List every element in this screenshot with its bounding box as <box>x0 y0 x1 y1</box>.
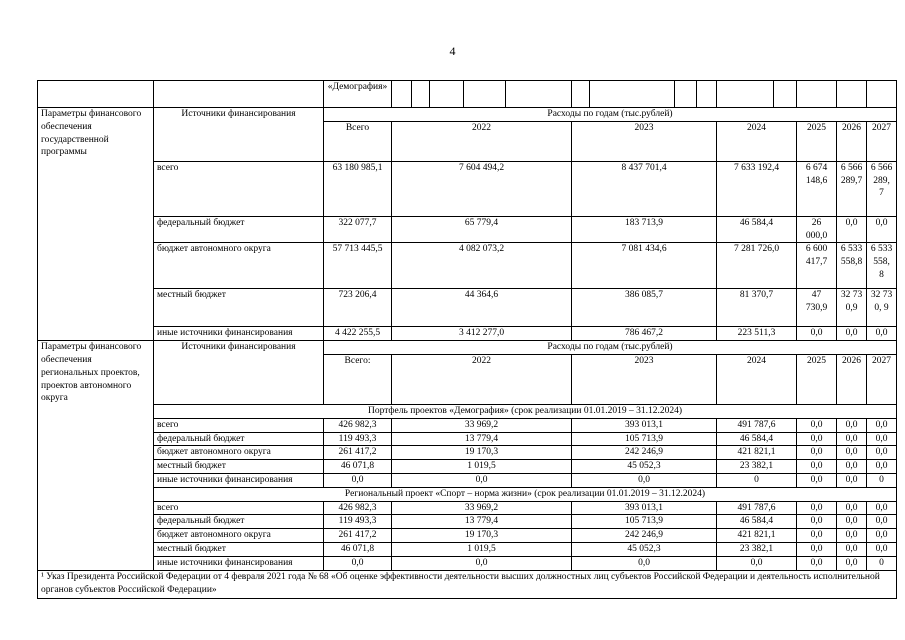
value-cell: 0,0 <box>797 446 837 460</box>
column-header: 2022 <box>392 121 572 161</box>
table-row <box>38 460 897 474</box>
value-cell: 0,0 <box>797 542 837 556</box>
source-label: федеральный бюджет <box>154 216 324 243</box>
source-label: всего <box>154 161 324 216</box>
table-row <box>38 556 897 570</box>
column-header: 2025 <box>797 354 837 404</box>
value-cell: 0,0 <box>797 460 837 474</box>
table-row <box>38 418 897 432</box>
value-cell: 6 533 558, 8 <box>867 243 897 289</box>
value-cell: 46 584,4 <box>717 515 797 529</box>
table-row <box>38 446 897 460</box>
source-label: местный бюджет <box>154 542 324 556</box>
value-cell: 105 713,9 <box>572 515 717 529</box>
value-cell: 0,0 <box>867 216 897 243</box>
value-cell: 57 713 445,5 <box>324 243 392 289</box>
column-header: 2026 <box>837 354 867 404</box>
value-cell: 3 412 277,0 <box>392 327 572 341</box>
table-row <box>38 243 897 289</box>
value-cell: 393 013,1 <box>572 501 717 515</box>
value-cell: 0,0 <box>867 432 897 446</box>
empty-cell <box>392 81 412 108</box>
value-cell: 491 787,6 <box>717 501 797 515</box>
value-cell: 0,0 <box>837 501 867 515</box>
value-cell: 491 787,6 <box>717 418 797 432</box>
value-cell: 33 969,2 <box>392 501 572 515</box>
value-cell: 0,0 <box>797 529 837 543</box>
source-label: местный бюджет <box>154 460 324 474</box>
sources-header: Источники финансирования <box>154 108 324 162</box>
value-cell: 0,0 <box>797 515 837 529</box>
expenses-header: Расходы по годам (тыс.рублей) <box>324 341 897 355</box>
column-header: 2027 <box>867 354 897 404</box>
params-label: Параметры финансового обеспечения государственной программы <box>38 108 154 341</box>
empty-cell <box>675 81 697 108</box>
column-header: 2027 <box>867 121 897 161</box>
value-cell: 7 081 434,6 <box>572 243 717 289</box>
value-cell: 7 604 494,2 <box>392 161 572 216</box>
expenses-header: Расходы по годам (тыс.рублей) <box>324 108 897 122</box>
value-cell: 23 382,1 <box>717 542 797 556</box>
source-label: бюджет автономного округа <box>154 243 324 289</box>
value-cell: 8 437 701,4 <box>572 161 717 216</box>
empty-cell <box>430 81 464 108</box>
table-row <box>38 327 897 341</box>
empty-cell <box>717 81 774 108</box>
column-header: 2024 <box>717 121 797 161</box>
value-cell: 4 422 255,5 <box>324 327 392 341</box>
value-cell: 7 281 726,0 <box>717 243 797 289</box>
value-cell: 0,0 <box>837 556 867 570</box>
table-row <box>38 529 897 543</box>
source-label: иные источники финансирования <box>154 556 324 570</box>
value-cell: 0,0 <box>392 473 572 487</box>
value-cell: 0,0 <box>867 529 897 543</box>
value-cell: 119 493,3 <box>324 432 392 446</box>
table-row <box>38 501 897 515</box>
empty-cell <box>464 81 506 108</box>
value-cell: 0,0 <box>797 473 837 487</box>
column-header: 2025 <box>797 121 837 161</box>
value-cell: 786 467,2 <box>572 327 717 341</box>
value-cell: 0,0 <box>324 473 392 487</box>
value-cell: 19 170,3 <box>392 446 572 460</box>
empty-cell <box>774 81 797 108</box>
value-cell: 0,0 <box>837 529 867 543</box>
project-group-title: Портфель проектов «Демография» (срок реализации 01.01.2019 – 31.12.2024) <box>154 404 897 418</box>
table-row <box>38 161 897 216</box>
value-cell: 105 713,9 <box>572 432 717 446</box>
value-cell: 426 982,3 <box>324 418 392 432</box>
value-cell: 0,0 <box>867 460 897 474</box>
value-cell: 0,0 <box>837 446 867 460</box>
source-label: местный бюджет <box>154 289 324 327</box>
value-cell: 46 584,4 <box>717 432 797 446</box>
value-cell: 426 982,3 <box>324 501 392 515</box>
value-cell: 322 077,7 <box>324 216 392 243</box>
sources-header: Источники финансирования <box>154 341 324 405</box>
value-cell: 0,0 <box>837 432 867 446</box>
value-cell: 4 082 073,2 <box>392 243 572 289</box>
value-cell: 81 370,7 <box>717 289 797 327</box>
value-cell: 45 052,3 <box>572 542 717 556</box>
value-cell: 0,0 <box>837 327 867 341</box>
value-cell: 0,0 <box>572 556 717 570</box>
value-cell: 44 364,6 <box>392 289 572 327</box>
value-cell: 6 674 148,6 <box>797 161 837 216</box>
value-cell: 13 779,4 <box>392 515 572 529</box>
source-label: федеральный бюджет <box>154 432 324 446</box>
project-group-title: Региональный проект «Спорт – норма жизни» (срок реализации 01.01.2019 – 31.12.2024) <box>154 487 897 501</box>
source-label: всего <box>154 501 324 515</box>
value-cell: 46 071,8 <box>324 542 392 556</box>
empty-cell <box>697 81 717 108</box>
value-cell: 119 493,3 <box>324 515 392 529</box>
footnote: ¹ Указ Президента Российской Федерации от 4 февраля 2021 года № 68 «Об оценке эффективности деятельности высших должностных лиц субъектов Российской Федерации и деятельность исполнительной органов субъектов Российской Федерации» <box>38 570 897 598</box>
column-header: 2022 <box>392 354 572 404</box>
value-cell: 421 821,1 <box>717 529 797 543</box>
value-cell: 65 779,4 <box>392 216 572 243</box>
empty-cell <box>412 81 430 108</box>
value-cell: 223 511,3 <box>717 327 797 341</box>
value-cell: 46 071,8 <box>324 460 392 474</box>
value-cell: 0,0 <box>837 473 867 487</box>
empty-cell <box>590 81 675 108</box>
source-label: бюджет автономного округа <box>154 446 324 460</box>
value-cell: 0,0 <box>867 446 897 460</box>
source-label: бюджет автономного округа <box>154 529 324 543</box>
value-cell: 0,0 <box>867 501 897 515</box>
column-header: 2024 <box>717 354 797 404</box>
source-label: иные источники финансирования <box>154 473 324 487</box>
value-cell: 261 417,2 <box>324 529 392 543</box>
source-label: иные источники финансирования <box>154 327 324 341</box>
value-cell: 0,0 <box>837 216 867 243</box>
value-cell: 47 730,9 <box>797 289 837 327</box>
value-cell: 0,0 <box>797 418 837 432</box>
value-cell: 393 013,1 <box>572 418 717 432</box>
column-header: 2023 <box>572 354 717 404</box>
value-cell: 32 730,9 <box>837 289 867 327</box>
value-cell: 33 969,2 <box>392 418 572 432</box>
source-label: всего <box>154 418 324 432</box>
value-cell: 23 382,1 <box>717 460 797 474</box>
source-label: федеральный бюджет <box>154 515 324 529</box>
value-cell: 0,0 <box>867 418 897 432</box>
value-cell: 32 730, 9 <box>867 289 897 327</box>
column-header: Всего: <box>324 354 392 404</box>
table-row <box>38 515 897 529</box>
column-header: Всего <box>324 121 392 161</box>
value-cell: 6 566 289,7 <box>837 161 867 216</box>
empty-cell <box>154 81 324 108</box>
value-cell: 183 713,9 <box>572 216 717 243</box>
value-cell: 0,0 <box>837 418 867 432</box>
value-cell: 0,0 <box>837 460 867 474</box>
value-cell: 242 246,9 <box>572 529 717 543</box>
value-cell: 261 417,2 <box>324 446 392 460</box>
value-cell: 19 170,3 <box>392 529 572 543</box>
value-cell: 1 019,5 <box>392 542 572 556</box>
value-cell: 0,0 <box>837 515 867 529</box>
demography-cell: «Демография» <box>324 81 392 108</box>
value-cell: 0,0 <box>797 501 837 515</box>
value-cell: 0,0 <box>392 556 572 570</box>
value-cell: 0,0 <box>797 327 837 341</box>
table-row <box>38 289 897 327</box>
empty-cell <box>797 81 837 108</box>
page-number: 4 <box>449 44 456 58</box>
value-cell: 0,0 <box>797 556 837 570</box>
value-cell: 26 000,0 <box>797 216 837 243</box>
value-cell: 7 633 192,4 <box>717 161 797 216</box>
value-cell: 1 019,5 <box>392 460 572 474</box>
financing-table <box>37 80 897 599</box>
value-cell: 13 779,4 <box>392 432 572 446</box>
empty-cell <box>867 81 897 108</box>
empty-cell <box>572 81 590 108</box>
empty-cell <box>837 81 867 108</box>
value-cell: 6 566 289, 7 <box>867 161 897 216</box>
value-cell: 0,0 <box>717 556 797 570</box>
value-cell: 421 821,1 <box>717 446 797 460</box>
column-header: 2023 <box>572 121 717 161</box>
table-row <box>38 432 897 446</box>
empty-cell <box>38 81 154 108</box>
value-cell: 46 584,4 <box>717 216 797 243</box>
value-cell: 386 085,7 <box>572 289 717 327</box>
value-cell: 723 206,4 <box>324 289 392 327</box>
empty-cell <box>506 81 572 108</box>
value-cell: 0,0 <box>867 542 897 556</box>
value-cell: 6 533 558,8 <box>837 243 867 289</box>
table-row <box>38 473 897 487</box>
value-cell: 6 600 417,7 <box>797 243 837 289</box>
value-cell: 242 246,9 <box>572 446 717 460</box>
table-row <box>38 216 897 243</box>
value-cell: 0,0 <box>837 542 867 556</box>
value-cell: 0,0 <box>324 556 392 570</box>
value-cell: 0 <box>867 473 897 487</box>
params-label: Параметры финансового обеспечения региональных проектов, проектов автономного округа <box>38 341 154 570</box>
value-cell: 0 <box>867 556 897 570</box>
table-row <box>38 542 897 556</box>
value-cell: 63 180 985,1 <box>324 161 392 216</box>
column-header: 2026 <box>837 121 867 161</box>
value-cell: 45 052,3 <box>572 460 717 474</box>
value-cell: 0 <box>717 473 797 487</box>
value-cell: 0,0 <box>867 327 897 341</box>
value-cell: 0,0 <box>572 473 717 487</box>
value-cell: 0,0 <box>867 515 897 529</box>
value-cell: 0,0 <box>797 432 837 446</box>
